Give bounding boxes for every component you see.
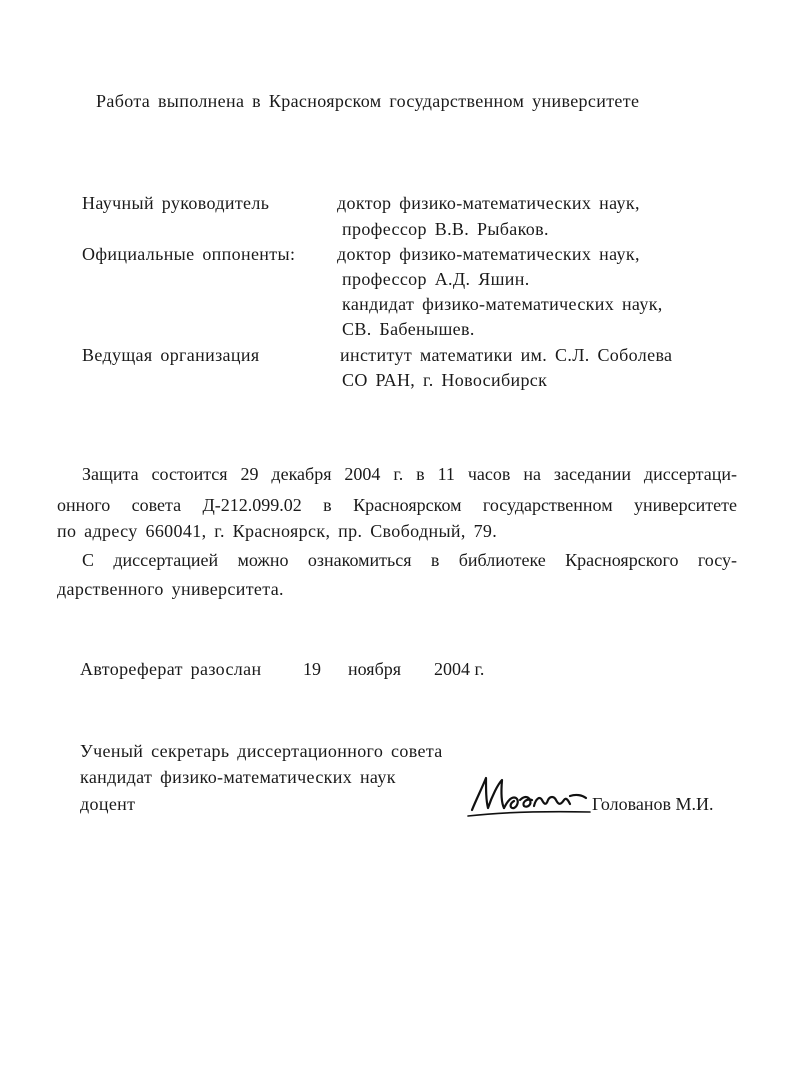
leading-org-label: Ведущая организация <box>82 345 260 365</box>
handwritten-signature <box>464 770 596 822</box>
opponents-line-4: СВ. Бабенышев. <box>342 319 475 339</box>
secretary-name: Голованов М.И. <box>592 794 714 814</box>
secretary-rank: доцент <box>80 794 136 814</box>
library-line-2: дарственного университета. <box>57 579 284 599</box>
opponents-line-3: кандидат физико-математических наук, <box>342 294 663 314</box>
opponents-label: Официальные оппоненты: <box>82 244 296 264</box>
secretary-title: Ученый секретарь диссертационного совета <box>80 741 443 761</box>
defense-line-3: по адресу 660041, г. Красноярск, пр. Свободный, 79. <box>57 521 498 541</box>
leading-org-line-1: институт математики им. С.Л. Соболева <box>340 345 673 365</box>
secretary-degree: кандидат физико-математических наук <box>80 767 396 787</box>
library-line-1: С диссертацией можно ознакомиться в библиотеке Красноярского госу- <box>82 550 737 570</box>
dispatch-label: Автореферат разослан <box>80 659 262 679</box>
supervisor-line-1: доктор физико-математических наук, <box>337 193 640 213</box>
supervisor-label: Научный руководитель <box>82 193 270 213</box>
dispatch-month: ноября <box>348 659 402 679</box>
opponents-line-2: профессор А.Д. Яшин. <box>342 269 530 289</box>
leading-org-line-2: СО РАН, г. Новосибирск <box>342 370 548 390</box>
header-institution: Работа выполнена в Красноярском государственном университете <box>96 91 640 111</box>
dispatch-year: 2004 г. <box>434 659 485 679</box>
opponents-line-1: доктор физико-математических наук, <box>337 244 640 264</box>
supervisor-line-2: профессор В.В. Рыбаков. <box>342 219 549 239</box>
dispatch-day: 19 <box>303 659 321 679</box>
defense-line-2: онного совета Д-212.099.02 в Красноярском государственном университете <box>57 495 737 515</box>
defense-line-1: Защита состоится 29 декабря 2004 г. в 11 часов на заседании диссертаци- <box>82 464 737 484</box>
